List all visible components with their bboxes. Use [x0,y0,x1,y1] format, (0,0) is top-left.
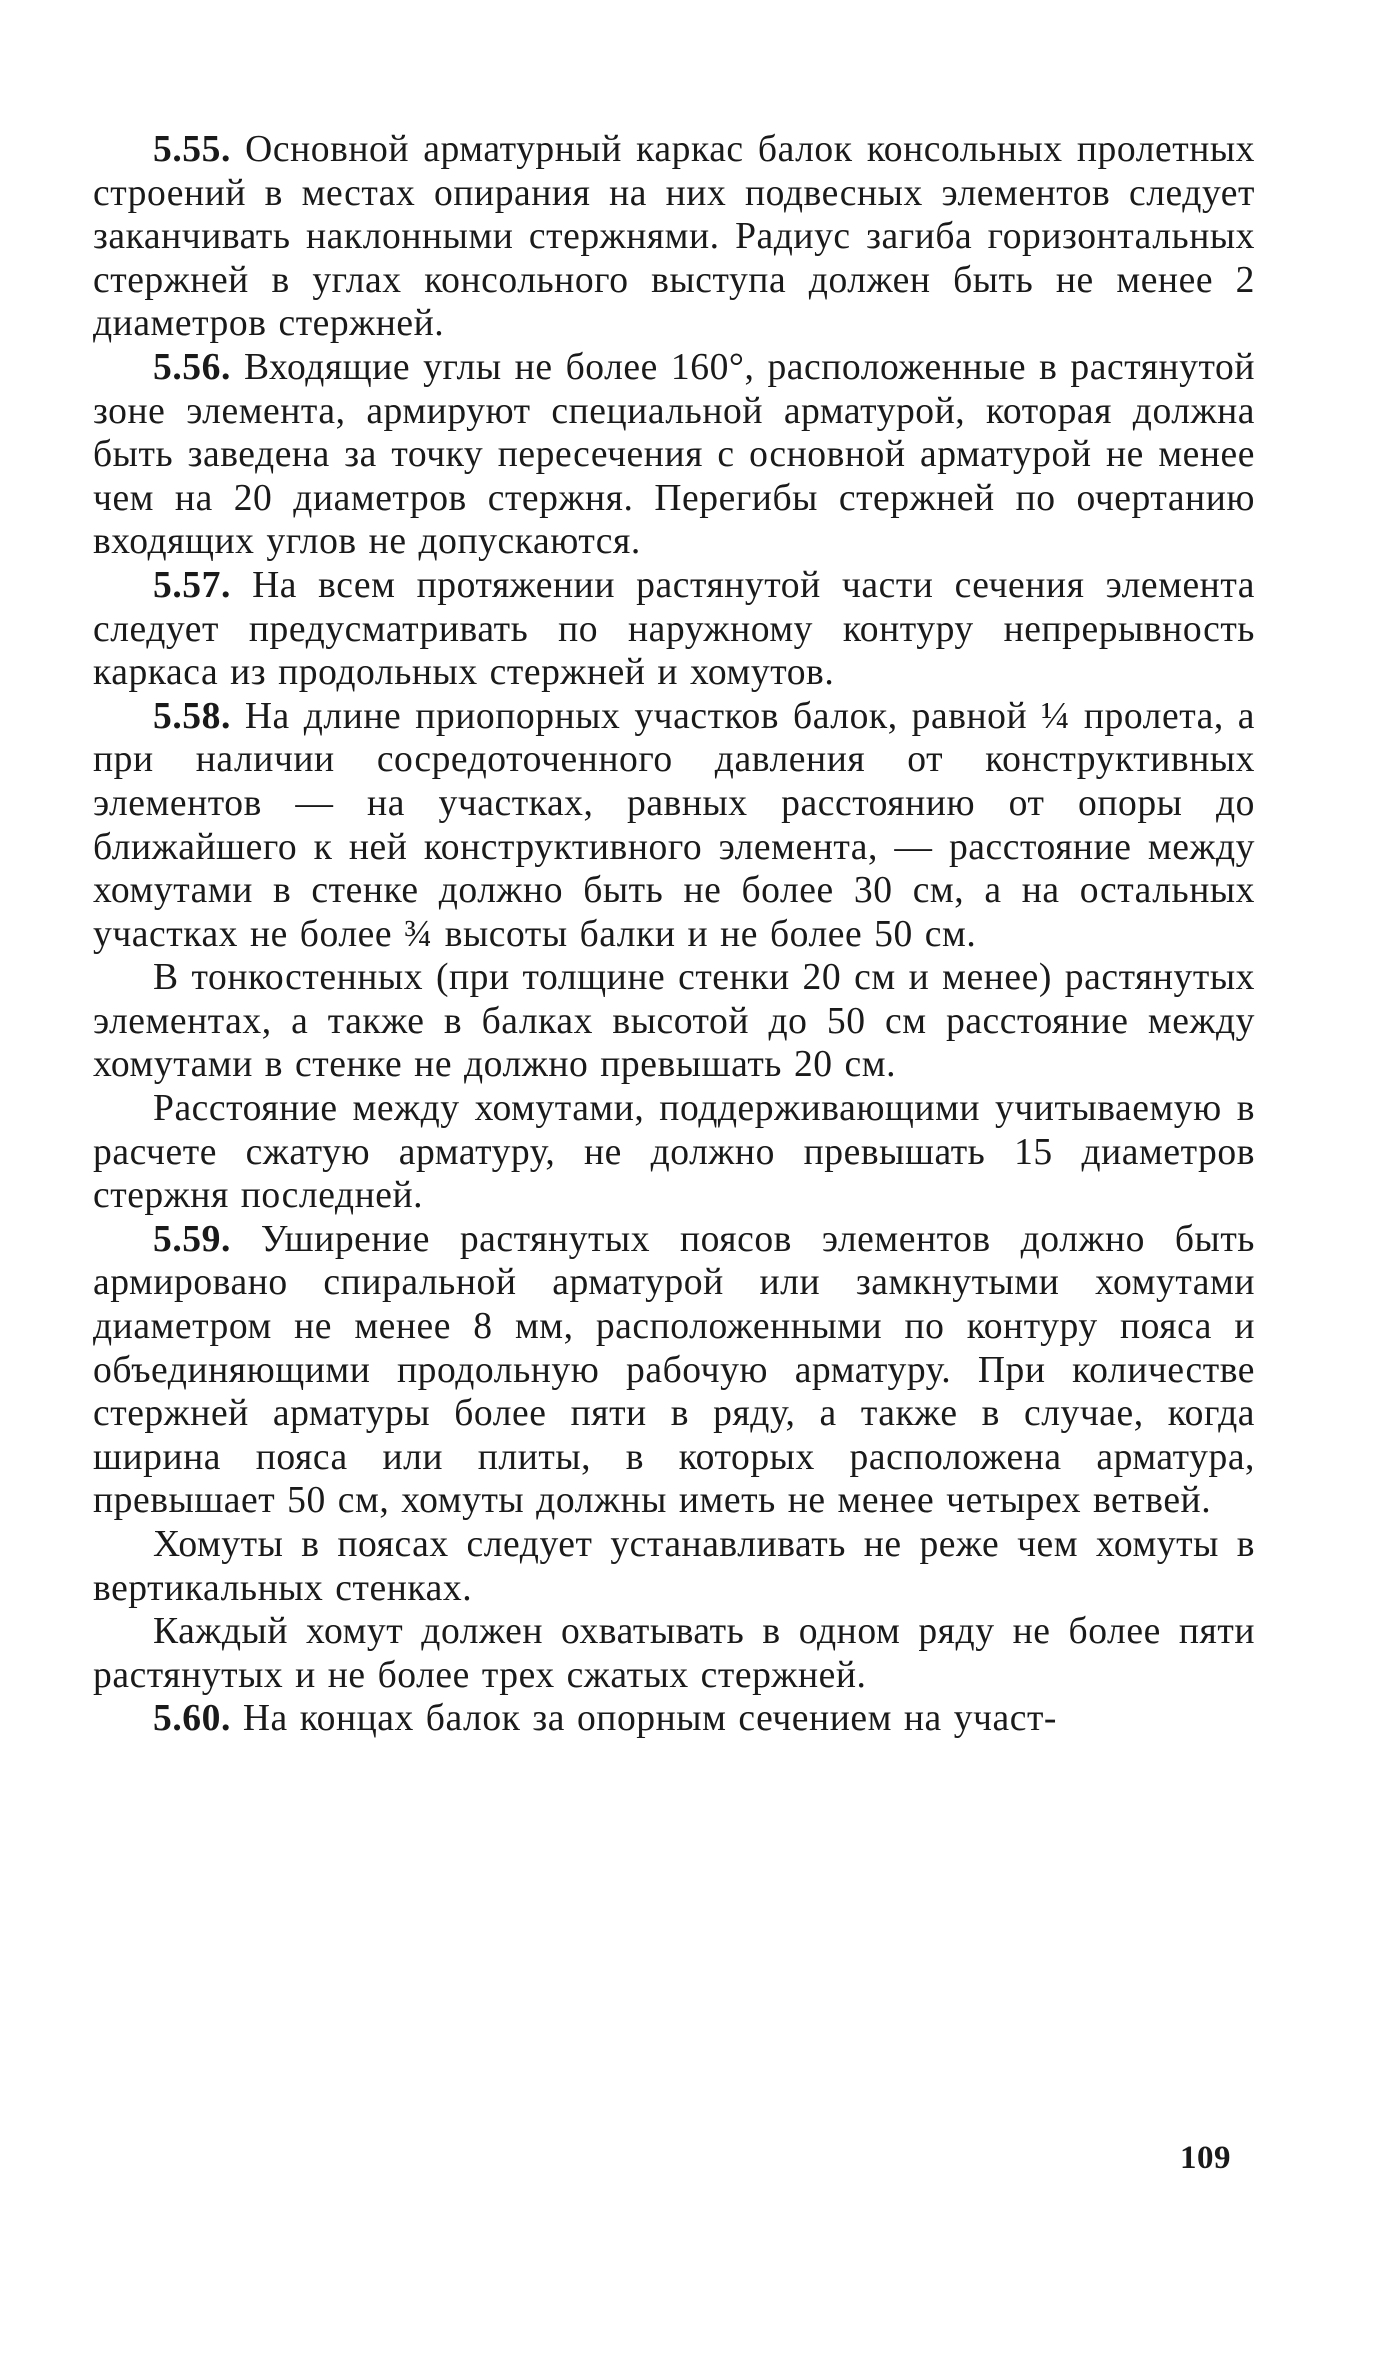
paragraph-5-60 [93,1697,1255,1741]
clause-number: 5.58. [153,695,231,737]
paragraph-5-58 [93,695,1255,957]
clause-number: 5.59. [153,1218,231,1260]
paragraph-text: Уширение растянутых поясов элементов должно быть армировано спиральной арматурой или замкнутыми хомутами диаметром не менее 8 мм, расположенными по контуру пояса и объединяющими продольную рабочую арматуру. При количестве стержней арматуры более пяти в ряду, а также в случае, когда ширина пояса или плиты, в которых расположена арматура, превышает 50 см, хомуты должны иметь не менее четырех ветвей. [93,1218,1255,1522]
page-number: 109 [1180,2140,1231,2176]
paragraph-5-59 [93,1218,1255,1523]
paragraph-thin-walled [93,956,1255,1087]
paragraph-each-stirrup [93,1610,1255,1697]
paragraph-text: Основной арматурный каркас балок консольных пролетных строений в местах опирания на них подвесных элементов следует заканчивать наклонными стержнями. Радиус загиба горизонтальных стержней в углах консольного выступа должен быть не менее 2 диаметров стержней. [93,129,1255,345]
paragraph-text: На длине приопорных участков балок, равной ¼ пролета, а при наличии сосредоточенного давления от конструктивных элементов — на участках, равных расстоянию от опоры до ближайшего к ней конструктивного элемента, — расстояние между хомутами в стенке должно быть не более 30 см, а на остальных участках не более ¾ высоты балки и не более 50 см. [93,695,1255,955]
paragraph-text: На концах балок за опорным сечением на участ- [230,1698,1057,1740]
paragraph-5-55 [93,128,1255,346]
paragraph-text: На всем протяжении растянутой части сечения элемента следует предусматривать по наружному контуру непрерывность каркаса из продольных стержней и хомутов. [93,564,1255,694]
clause-number: 5.57. [153,564,231,606]
clause-number: 5.56. [153,346,231,388]
paragraph-stirrups-belts [93,1523,1255,1610]
paragraph-text: Расстояние между хомутами, поддерживающими учитываемую в расчете сжатую арматуру, не должно превышать 15 диаметров стержня последней. [93,1088,1255,1217]
paragraph-text: Хомуты в поясах следует устанавливать не реже чем хомуты в вертикальных стенках. [93,1524,1255,1609]
paragraph-5-57 [93,564,1255,695]
paragraph-stirrup-spacing [93,1087,1255,1218]
clause-number: 5.60. [153,1698,231,1740]
paragraph-text: В тонкостенных (при толщине стенки 20 см и менее) растянутых элементах, а также в балках высотой до 50 см расстояние между хомутами в стенке не должно превышать 20 см. [93,957,1255,1086]
paragraph-5-56 [93,346,1255,564]
paragraph-text: Входящие углы не более 160°, расположенные в растянутой зоне элемента, армируют специальной арматурой, которая должна быть заведена за точку пересечения с основной арматурой не менее чем на 20 диаметров стержня. Перегибы стержней по очертанию входящих углов не допускаются. [93,346,1255,563]
clause-number: 5.55. [153,129,231,170]
document-body [93,128,1255,1741]
paragraph-text: Каждый хомут должен охватывать в одном ряду не более пяти растянутых и не более трех сжатых стержней. [93,1611,1255,1696]
